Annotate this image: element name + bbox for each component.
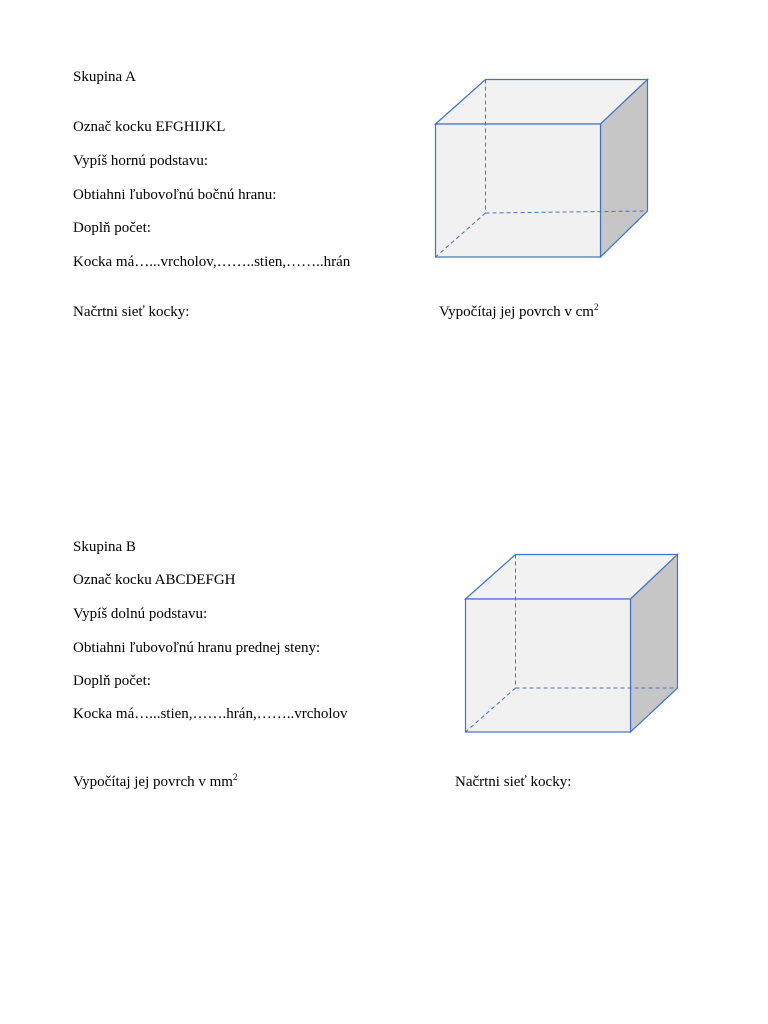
group-b-trace-edge-task: Obtiahni ľubovoľnú hranu prednej steny: [73, 640, 321, 656]
group-b-title: Skupina B [73, 539, 136, 555]
group-b-cube-figure [460, 549, 685, 739]
group-a-trace-edge-task: Obtiahni ľubovoľnú bočnú hranu: [73, 187, 277, 203]
group-a-cube-counts-task: Kocka má…...vrcholov,……..stien,……..hrán [73, 254, 351, 270]
group-a-top-base-task: Vypíš hornú podstavu: [73, 153, 208, 169]
group-a-fill-count-task: Doplň počet: [73, 220, 151, 236]
group-b-sketch-net-task: Načrtni sieť kocky: [455, 774, 572, 790]
group-a-surface-text: Vypočítaj jej povrch v cm [439, 304, 594, 320]
group-a-title: Skupina A [73, 69, 136, 85]
group-b-surface-text: Vypočítaj jej povrch v mm [73, 774, 233, 790]
group-a-surface-task [439, 303, 598, 321]
group-a-cube-figure [430, 74, 655, 264]
group-a-label-cube-task: Označ kocku EFGHIJKL [73, 119, 226, 135]
group-a-surface-exponent: 2 [593, 302, 599, 312]
group-b-fill-count-task: Doplň počet: [73, 673, 151, 689]
group-b-cube-counts-task: Kocka má…...stien,…….hrán,……..vrcholov [73, 706, 348, 722]
group-a-sketch-net-task: Načrtni sieť kocky: [73, 304, 190, 320]
cube-front-face [466, 599, 631, 732]
cube-front-face [436, 124, 601, 257]
group-b-bottom-base-task: Vypíš dolnú podstavu: [73, 606, 208, 622]
group-b-surface-task [73, 773, 237, 791]
group-b-surface-exponent: 2 [232, 772, 238, 782]
group-b-label-cube-task: Označ kocku ABCDEFGH [73, 572, 236, 588]
